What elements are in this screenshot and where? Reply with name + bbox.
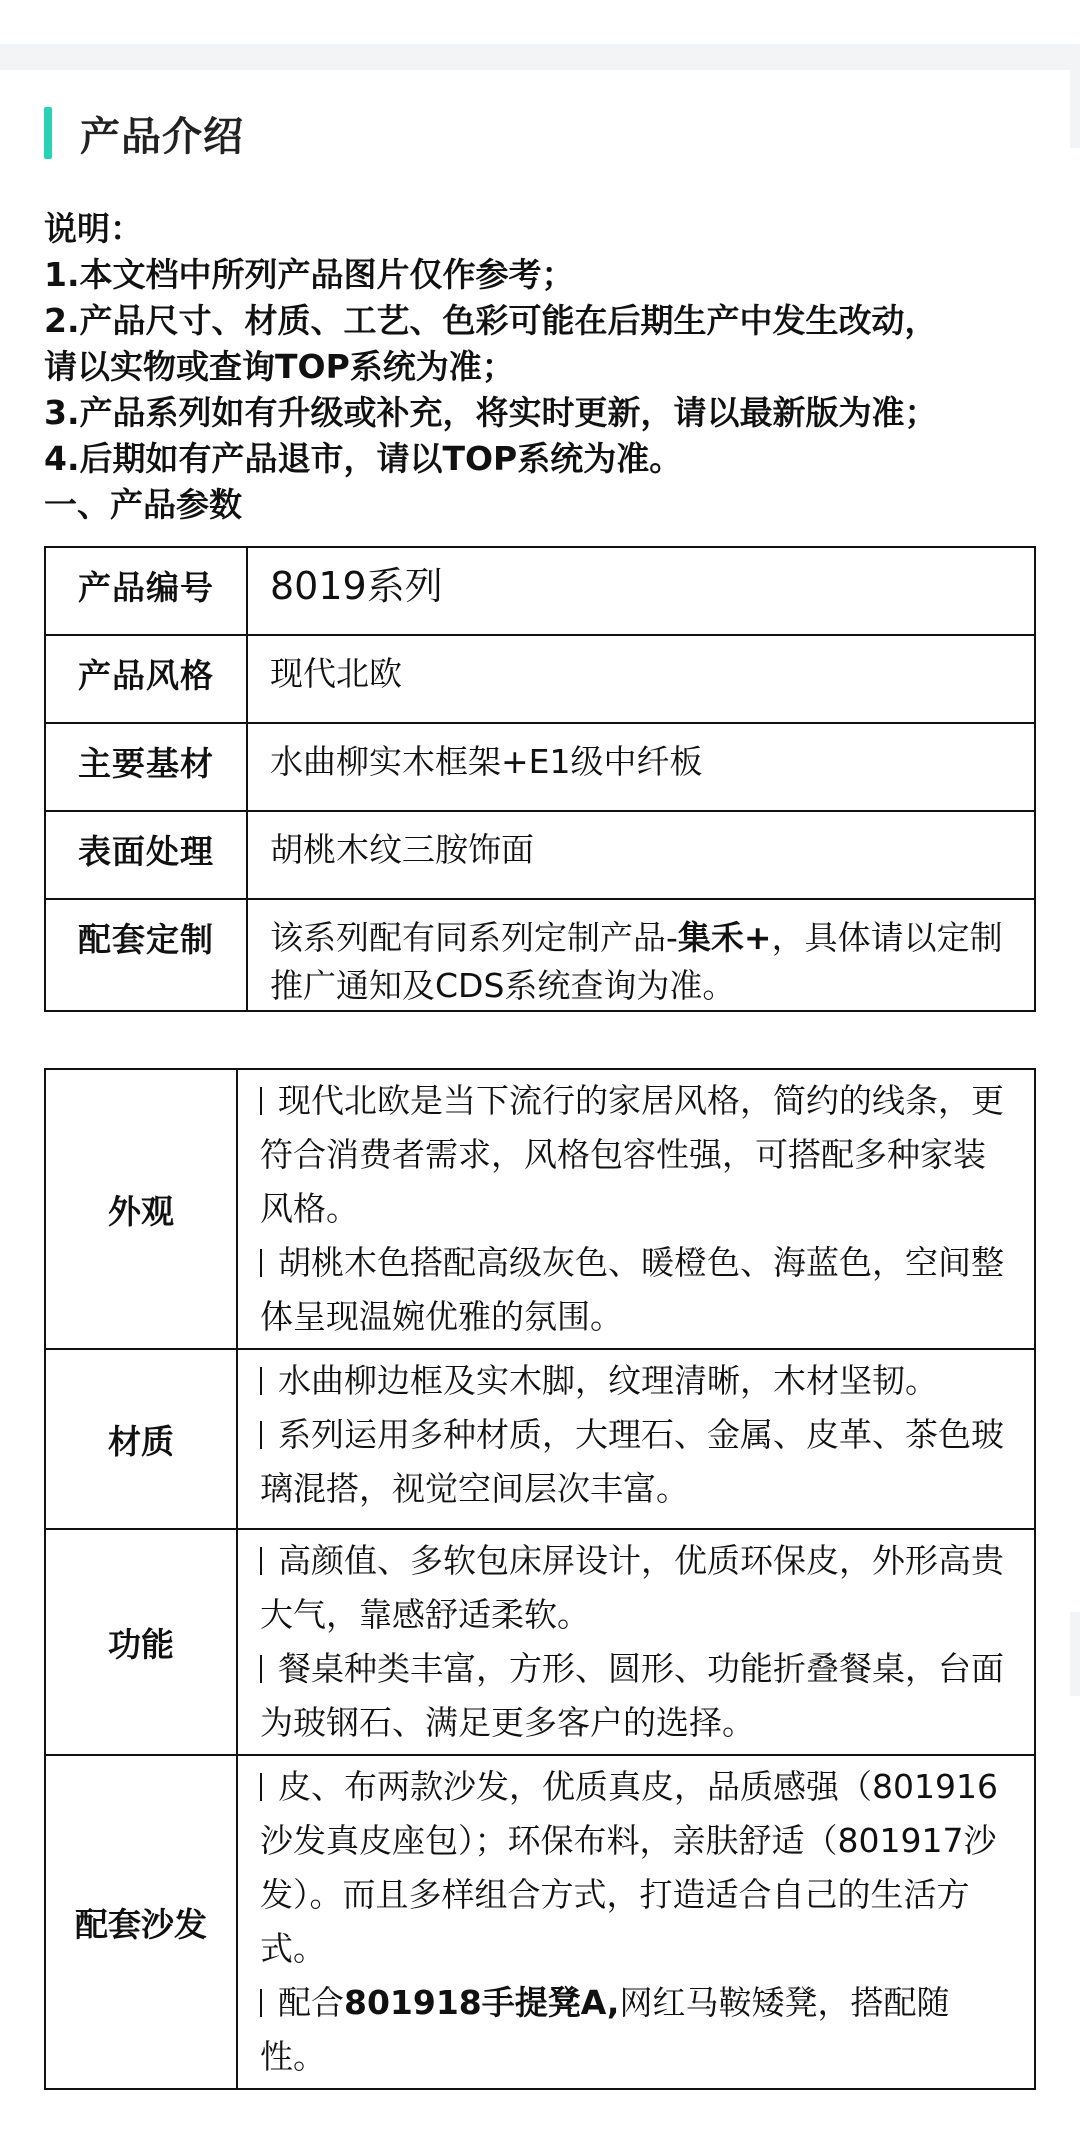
notes-line-1: 1.本文档中所列产品图片仅作参考； [44, 255, 575, 294]
notes-block [44, 206, 1044, 528]
bullet-bar [260, 1367, 262, 1395]
scroll-edge-indicator [1070, 44, 1080, 148]
param-label: 配套定制 [45, 899, 247, 1011]
feature-value [237, 1069, 1035, 1349]
table-row [45, 723, 1035, 811]
section-title: 产品介绍 [80, 113, 244, 160]
feature-point [260, 1354, 1012, 1408]
feature-label: 外观 [45, 1069, 237, 1349]
bullet-bar [260, 1655, 262, 1683]
param-label: 产品编号 [45, 547, 247, 635]
custom-text-post: ，具体请以定制推广通知及CDS系统查询为准。 [270, 918, 1003, 1005]
product-params-table [44, 546, 1036, 1012]
feature-text: 餐桌种类丰富，方形、圆形、功能折叠餐桌，台面为玻钢石、满足更多客户的选择。 [260, 1649, 1004, 1742]
feature-point [260, 1976, 1012, 2084]
notes-line-3: 3.产品系列如有升级或补充，将实时更新，请以最新版为准； [44, 393, 938, 432]
table-row [45, 547, 1035, 635]
stool-product-name: 801918手提凳A, [344, 1983, 620, 2022]
feature-label: 功能 [45, 1529, 237, 1755]
table-row [45, 1349, 1035, 1529]
param-label: 表面处理 [45, 811, 247, 899]
feature-text: 高颜值、多软包床屏设计，优质环保皮，外形高贵大气，靠感舒适柔软。 [260, 1541, 1004, 1634]
table-row [45, 899, 1035, 1011]
param-value: 现代北欧 [247, 635, 1035, 723]
feature-text: 皮、布两款沙发，优质真皮，品质感强（801916沙发真皮座包）；环保布料，亲肤舒适（801917沙发）。而且多样组合方式，打造适合自己的生活方式。 [260, 1767, 998, 1968]
feature-text: 水曲柳边框及实木脚，纹理清晰，木材坚韧。 [278, 1361, 938, 1400]
param-value [247, 547, 1035, 635]
notes-line-2a: 2.产品尺寸、材质、工艺、色彩可能在后期生产中发生改动， [44, 301, 938, 340]
feature-point [260, 1534, 1012, 1642]
feature-point [260, 1642, 1012, 1750]
bullet-bar [260, 1547, 262, 1575]
custom-text-pre: 该系列配有同系列定制产品- [270, 918, 678, 957]
notes-line-4: 4.后期如有产品退市，请以TOP系统为准。 [44, 439, 683, 478]
feature-point [260, 1074, 1012, 1236]
feature-text: 配合 [278, 1983, 344, 2022]
table-row [45, 1069, 1035, 1349]
param-label: 主要基材 [45, 723, 247, 811]
table-row [45, 811, 1035, 899]
feature-label: 配套沙发 [45, 1755, 237, 2089]
feature-text: 现代北欧是当下流行的家居风格，简约的线条，更符合消费者需求，风格包容性强，可搭配多种家装风格。 [260, 1081, 1004, 1228]
param-label: 产品风格 [45, 635, 247, 723]
feature-point [260, 1408, 1012, 1516]
feature-text: 网红马鞍矮凳，搭配随性。 [260, 1983, 950, 2076]
bullet-bar [260, 1087, 262, 1115]
notes-line-2b: 请以实物或查询TOP系统为准； [44, 347, 515, 386]
table-row [45, 1529, 1035, 1755]
param-value [247, 899, 1035, 1011]
bullet-bar [260, 1773, 262, 1801]
param-value: 水曲柳实木框架+E1级中纤板 [247, 723, 1035, 811]
table-row [45, 635, 1035, 723]
feature-value [237, 1529, 1035, 1755]
bullet-bar [260, 1249, 262, 1277]
product-code: 8019系列 [270, 564, 443, 608]
params-heading: 一、产品参数 [44, 485, 242, 524]
feature-point [260, 1760, 1012, 1976]
accent-bar [44, 107, 52, 159]
feature-label: 材质 [45, 1349, 237, 1529]
feature-point [260, 1236, 1012, 1344]
feature-text: 系列运用多种材质，大理石、金属、皮革、茶色玻璃混搭，视觉空间层次丰富。 [260, 1415, 1004, 1508]
section-header [44, 106, 244, 160]
custom-product-name: 集禾+ [677, 918, 772, 957]
feature-text: 胡桃木色搭配高级灰色、暖橙色、海蓝色，空间整体呈现温婉优雅的氛围。 [260, 1243, 1004, 1336]
bullet-bar [260, 1989, 262, 2017]
table-row [45, 1755, 1035, 2089]
param-value: 胡桃木纹三胺饰面 [247, 811, 1035, 899]
product-features-table [44, 1068, 1036, 2090]
feature-value [237, 1755, 1035, 2089]
scroll-edge-indicator-lower [1070, 1612, 1080, 1696]
bullet-bar [260, 1421, 262, 1449]
feature-value [237, 1349, 1035, 1529]
top-separator-band [0, 44, 1080, 70]
notes-heading: 说明： [44, 209, 143, 248]
